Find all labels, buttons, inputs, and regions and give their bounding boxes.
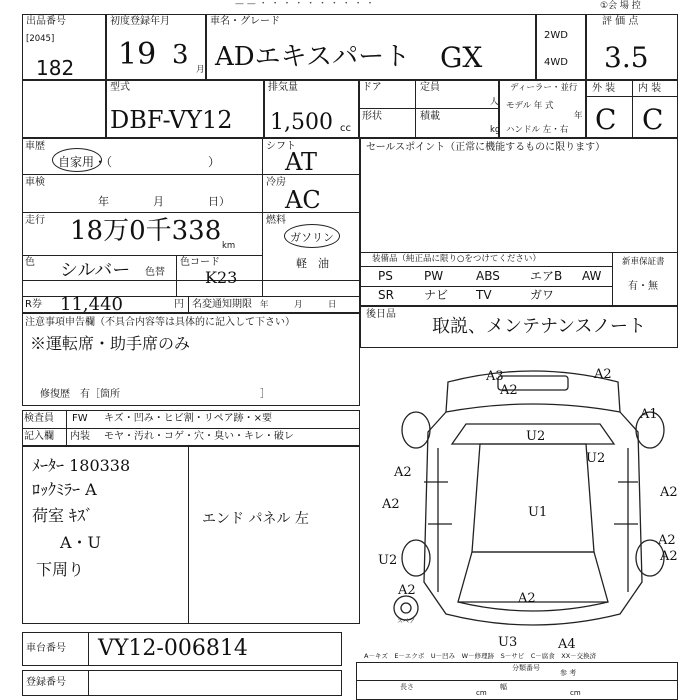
- model-year-label: モデル 年 式: [506, 101, 554, 111]
- damage-code: A2: [394, 465, 412, 480]
- inspect-note-2: ﾛｯｸﾐﾗｰ A: [32, 480, 97, 499]
- inspect-note-3: 荷室 ｷｽﾞ: [32, 506, 94, 525]
- year-hw: 19: [118, 37, 157, 72]
- inspector-label-1: 検査員: [24, 413, 54, 424]
- damage-code: U1: [528, 505, 548, 520]
- equip-item-1-4: AW: [582, 269, 602, 283]
- model-hw: DBF-VY12: [110, 106, 233, 134]
- fuel-gas: ガソリン: [290, 231, 334, 244]
- recycle-hw: 11,440: [60, 294, 123, 315]
- equip-item-1-2: ABS: [476, 269, 500, 283]
- interior-hw: C: [642, 103, 664, 136]
- grade-hw: GX: [440, 41, 483, 74]
- ac-label: 冷房: [266, 177, 286, 188]
- lot-number: 182: [36, 56, 75, 80]
- shift-label: シフト: [266, 141, 296, 152]
- inspect-note-4: A・U: [60, 533, 102, 552]
- ac-hw: AC: [285, 186, 321, 214]
- equip-label: 装備品（純正品に限り○をつけてください）: [372, 254, 541, 264]
- shift-hw: AT: [285, 148, 318, 176]
- exterior-hw: C: [595, 103, 617, 136]
- cm-unit-1: cm: [476, 689, 487, 697]
- inspect-note-5: 下周り: [36, 560, 85, 579]
- inspector-label-2: 記入欄: [24, 431, 54, 442]
- door-label: ドア: [362, 82, 382, 93]
- shape-label: 形状: [362, 111, 382, 122]
- notes-label: 注意事項申告欄（不具合内容等は具体的に記入して下さい）: [25, 317, 295, 328]
- lot-sub: [2045]: [26, 34, 55, 44]
- displacement-hw: 1,500: [270, 110, 333, 135]
- year-unit: 年: [574, 111, 583, 121]
- chassis-hw: VY12-006814: [98, 636, 248, 661]
- fuel-label: 燃料: [266, 215, 286, 226]
- month-unit: 月: [196, 65, 205, 75]
- exterior-label: 外 装: [592, 83, 616, 94]
- damage-code: A2: [660, 485, 678, 500]
- model-label: 型式: [110, 82, 130, 93]
- fw-label: FW: [72, 413, 88, 424]
- equip-item-2-3: ガワ: [530, 288, 555, 302]
- kg-unit: kg: [490, 125, 501, 135]
- equip-item-2-1: ナビ: [424, 288, 449, 302]
- load-label: 積載: [420, 111, 440, 122]
- warranty-label: 新車保証書: [622, 257, 665, 267]
- warranty-value: 有・無: [628, 281, 658, 292]
- spare-label: スペア: [397, 618, 416, 625]
- damage-code: U3: [498, 635, 518, 650]
- inspect-note-1: ﾒｰﾀｰ 180338: [32, 456, 131, 475]
- recycle-label: R券: [25, 299, 42, 310]
- damage-code: A4: [558, 637, 576, 652]
- wd-box: [536, 14, 586, 80]
- color-hw: シルバー: [60, 260, 131, 281]
- top-strip-text: — — ・ ・ ・ ・ ・ ・ ・ ・ ・ ・: [235, 0, 375, 9]
- car-name-hw: ADエキスパート: [215, 42, 411, 72]
- dealer-label: ディーラー・並行: [510, 83, 578, 93]
- interior-inspect-label: 内装: [70, 431, 90, 442]
- capacity-label: 定員: [420, 82, 440, 93]
- equip-item-1-0: PS: [378, 269, 393, 283]
- damage-code: A2: [382, 497, 400, 512]
- month-hw: 3: [172, 40, 189, 70]
- notes-hw: ※運転席・助手席のみ: [30, 334, 191, 353]
- color-code-label: 色コード: [180, 257, 220, 268]
- class-label: 分類番号: [512, 664, 540, 672]
- displacement-label: 排気量: [268, 82, 298, 93]
- wd4: 4WD: [544, 57, 568, 68]
- damage-codes: [378, 367, 678, 652]
- first-reg-label: 初度登録年月: [110, 16, 170, 27]
- color-code-hw: K23: [205, 268, 238, 287]
- lot-lower-box: [22, 80, 106, 138]
- equip-item-1-3: エアB: [530, 269, 563, 283]
- score-label: 評 価 点: [602, 16, 639, 27]
- fuel-circle: [284, 224, 340, 248]
- class-value: 参 考: [560, 669, 577, 677]
- damage-code: U2: [378, 553, 398, 568]
- interior-label: 内 装: [638, 83, 662, 94]
- shaken-label: 車検: [25, 177, 45, 188]
- owner-label: 名変通知期限: [192, 299, 252, 310]
- color-label: 色: [25, 257, 35, 268]
- sales-label: セールスポイント（正常に機能するものに限ります）: [366, 142, 606, 153]
- inspect-mid-note: エンド パネル 左: [202, 511, 309, 527]
- cc-unit: cc: [340, 123, 351, 134]
- lot-label: 出品番号: [26, 16, 66, 27]
- damage-code: A2: [500, 383, 518, 398]
- shaken-value: 年 月 日）: [98, 195, 230, 208]
- damage-code: A3: [486, 369, 504, 384]
- car-diagram: [378, 352, 678, 652]
- damage-code: A2: [594, 367, 612, 382]
- reg-label: 車歴: [25, 141, 45, 152]
- length-label: 長さ: [400, 683, 414, 691]
- damage-legend: A－キズ E－エクボ U－凹み W－修理跡 S－サビ C－腐食 XX－交換済: [364, 652, 597, 660]
- equip-item-2-0: SR: [378, 288, 394, 302]
- km-unit: km: [222, 241, 236, 251]
- damage-code: A2: [658, 533, 676, 548]
- cm-unit-2: cm: [570, 689, 581, 697]
- score-hw: 3.5: [604, 41, 649, 74]
- width-label: 幅: [500, 683, 507, 691]
- reg-no-label: 登録番号: [26, 677, 66, 688]
- reg-no-box: [22, 670, 342, 696]
- mileage-hw: 18万0千338: [70, 216, 222, 246]
- fw-items: キズ・凹み・ヒビ割・リペア跡・×要: [104, 413, 272, 424]
- repair-label: 修復歴 有［箇所 ］: [40, 389, 270, 400]
- after-hw: 取説、メンテナンスノート: [432, 316, 647, 337]
- wd2: 2WD: [544, 30, 568, 41]
- damage-code: A1: [640, 407, 658, 422]
- owner-value: 年 月 日: [260, 300, 337, 310]
- damage-code: U2: [526, 429, 546, 444]
- chassis-label: 車台番号: [26, 643, 66, 654]
- car-label: 車名・グレード: [210, 16, 280, 27]
- interior-items: モヤ・汚れ・コゲ・穴・臭い・キレ・破レ: [104, 431, 294, 442]
- handle-label: ハンドル 左・右: [506, 125, 569, 135]
- equip-item-1-1: PW: [424, 269, 444, 283]
- damage-code: A2: [518, 591, 536, 606]
- after-label: 後日品: [366, 309, 396, 320]
- reg-value: 自家用・（ ）: [58, 155, 221, 169]
- equip-item-2-2: TV: [476, 288, 492, 302]
- damage-code: U2: [586, 451, 606, 466]
- yen-unit: 円: [174, 299, 184, 310]
- mileage-label: 走行: [25, 215, 45, 226]
- color-no-label: 色替: [145, 267, 165, 278]
- venue-label: ①会 場 控: [600, 1, 641, 11]
- fuel-diesel: 軽 油: [296, 257, 329, 270]
- reg-circle: [52, 148, 102, 172]
- person-unit: 人: [490, 97, 499, 107]
- damage-code: A2: [398, 583, 416, 598]
- damage-code: A2: [660, 549, 678, 564]
